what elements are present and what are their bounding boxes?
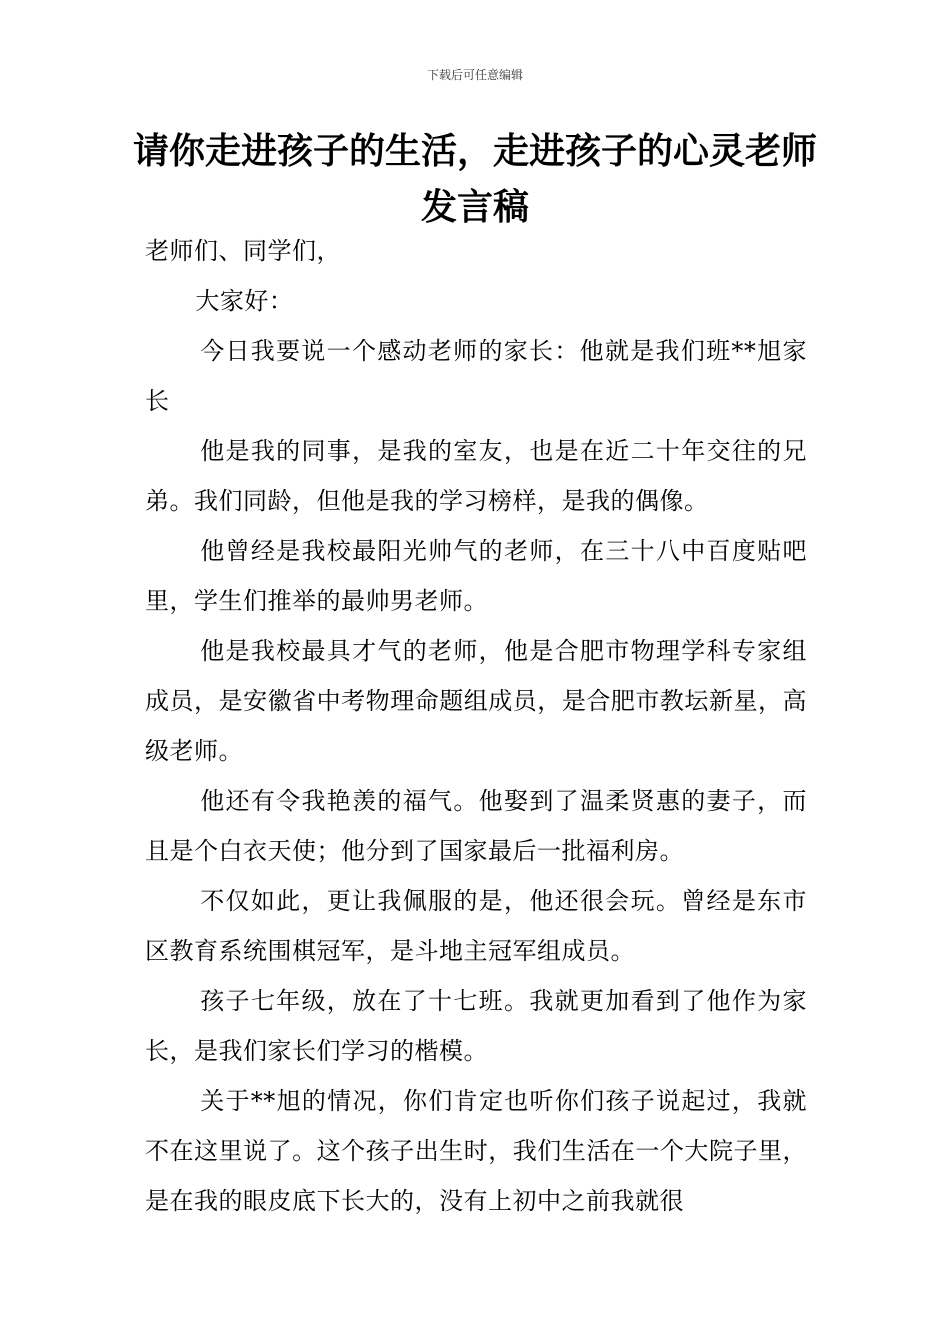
paragraph: 不仅如此，更让我佩服的是，他还很会玩。曾经是东市区教育系统围棋冠军，是斗地主冠军组成员。 (145, 887, 807, 965)
paragraph: 今日我要说一个感动老师的家长：他就是我们班**旭家长 (145, 337, 807, 415)
paragraph: 关于**旭的情况，你们肯定也听你们孩子说起过，我就不在这里说了。这个孩子出生时，我们生活在一个大院子里，是在我的眼皮底下长大的，没有上初中之前我就很 (145, 1087, 807, 1215)
document-title: 请你走进孩子的生活，走进孩子的心灵老师发言稿 (132, 131, 817, 228)
paragraph: 他是我的同事，是我的室友，也是在近二十年交往的兄弟。我们同龄，但他是我的学习榜样，是我的偶像。 (145, 437, 807, 515)
salutation: 老师们、同学们， (145, 237, 341, 265)
document-body (145, 226, 807, 1226)
paragraph: 孩子七年级，放在了十七班。我就更加看到了他作为家长，是我们家长们学习的楷模。 (145, 987, 807, 1065)
greeting: 大家好： (195, 287, 294, 315)
paragraph: 他是我校最具才气的老师，他是合肥市物理学科专家组成员，是安徽省中考物理命题组成员，是合肥市教坛新星，高级老师。 (145, 637, 807, 765)
paragraph: 他曾经是我校最阳光帅气的老师，在三十八中百度贴吧里，学生们推举的最帅男老师。 (145, 537, 807, 615)
header-note: 下载后可任意编辑 (426, 68, 523, 82)
paragraph: 他还有令我艳羡的福气。他娶到了温柔贤惠的妻子，而且是个白衣天使；他分到了国家最后一批福利房。 (145, 787, 807, 865)
